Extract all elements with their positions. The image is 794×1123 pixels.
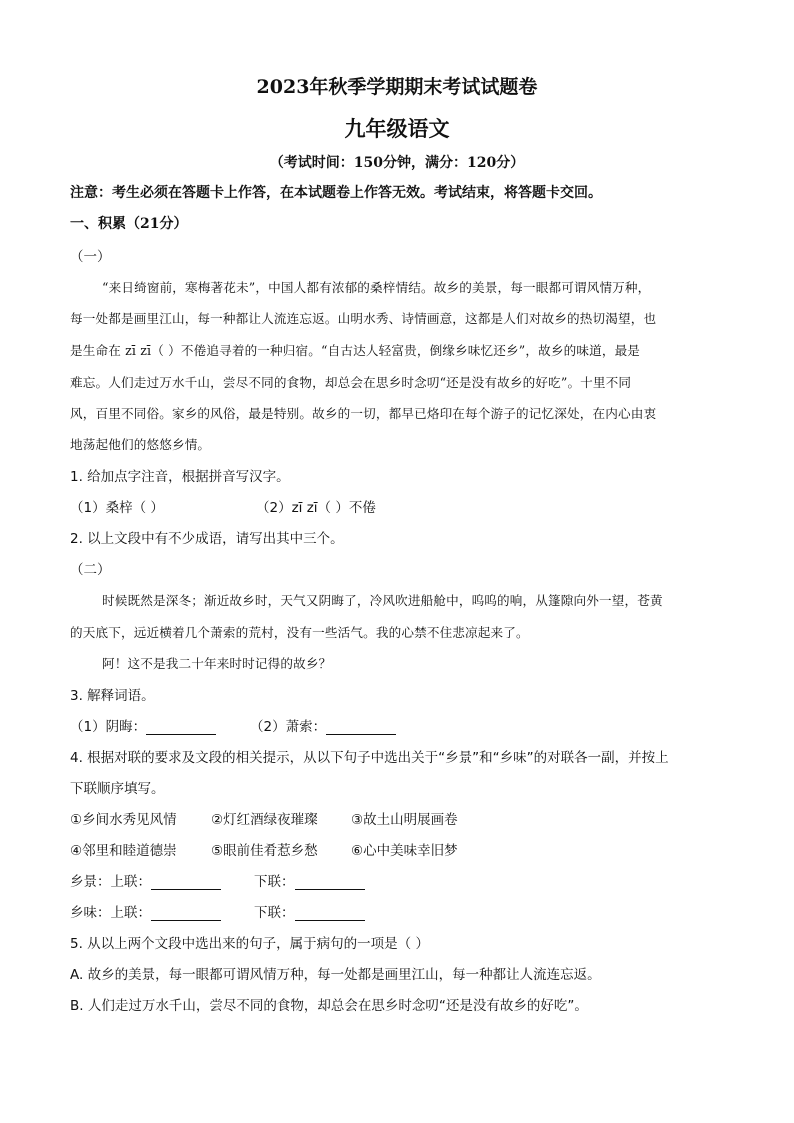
option-6: ⑥心中美味幸旧梦: [351, 843, 458, 859]
question-3a: [70, 715, 216, 735]
xialian-label: 下联：: [254, 874, 295, 890]
passage2-line: 的天底下，远近横着几个萧索的荒村，没有一些活气。我的心禁不住悲凉起来了。: [70, 625, 529, 640]
exam-info: （考试时间：150分钟，满分：120分）: [269, 155, 525, 171]
xiangjing-row: [70, 870, 221, 890]
exam-title: 2023年秋季学期期末考试试题卷: [256, 76, 538, 98]
passage1-line: “来日绮窗前，寒梅著花未”，中国人都有浓郁的桑梓情结。故乡的美景，每一眼都可谓风情万种，: [102, 280, 651, 295]
xiangjing-xialian: [254, 870, 365, 890]
xiangwei-label: 乡味：上联：: [70, 905, 151, 921]
option-3: ③故土山明展画卷: [351, 812, 458, 828]
xiangwei-row: [70, 901, 221, 921]
question-3b: [250, 715, 396, 735]
part-label-2: （二）: [70, 562, 111, 578]
xiangjing-label: 乡景：上联：: [70, 874, 151, 890]
question-3b-label: （2）萧索：: [250, 719, 327, 735]
question-5-stem: 5. 从以上两个文段中选出来的句子，属于病句的一项是（ ）: [70, 936, 429, 952]
xiangwei-xialian: [254, 901, 365, 921]
answer-blank[interactable]: [151, 875, 221, 890]
xialian-label: 下联：: [254, 905, 295, 921]
option-4: ④邻里和睦道德崇: [70, 843, 177, 859]
question-4-stem-cont: 下联顺序填写。: [70, 781, 165, 797]
section-heading: 一、积累（21分）: [70, 216, 188, 232]
passage2-line: 时候既然是深冬；渐近故乡时，天气又阴晦了，冷风吹进船舱中，呜呜的响，从篷隙向外一望，苍黄: [102, 593, 663, 608]
passage1-line: 每一处都是画里江山，每一种都让人流连忘返。山明水秀、诗情画意，这都是人们对故乡的热切渴望，也: [70, 311, 657, 326]
question-1a: （1）桑梓（ ）: [70, 500, 164, 516]
question-5-option-b: B. 人们走过万水千山，尝尽不同的食物，却总会在思乡时念叨“还是没有故乡的好吃”。: [70, 998, 588, 1014]
answer-blank[interactable]: [295, 906, 365, 921]
answer-blank[interactable]: [295, 875, 365, 890]
option-5: ⑤眼前佳肴惹乡愁: [211, 843, 318, 859]
option-2: ②灯红酒绿夜璀璨: [211, 812, 318, 828]
question-3-stem: 3. 解释词语。: [70, 688, 155, 704]
question-5-option-a: A. 故乡的美景，每一眼都可谓风情万种，每一处都是画里江山，每一种都让人流连忘返。: [70, 967, 601, 983]
question-4-stem: 4. 根据对联的要求及文段的相关提示，从以下句子中选出关于“乡景”和“乡味”的对联各一副，并按上: [70, 750, 669, 766]
question-1b: （2）zī zī（ ）不倦: [256, 500, 376, 516]
passage1-line: 风，百里不同俗。家乡的风俗，最是特别。故乡的一切，都早已烙印在每个游子的记忆深处，在内心由衷: [70, 406, 657, 421]
question-1-stem: 1. 给加点字注音，根据拼音写汉字。: [70, 469, 290, 485]
question-2-stem: 2. 以上文段中有不少成语，请写出其中三个。: [70, 531, 344, 547]
exam-subtitle: 九年级语文: [344, 116, 450, 141]
question-3a-label: （1）阴晦：: [70, 719, 147, 735]
passage1-line: 地荡起他们的悠悠乡情。: [70, 437, 211, 452]
passage1-line: 是生命在 zī zī（ ）不倦追寻着的一种归宿。“自古达人轻富贵，倒缘乡味忆还乡”，故乡的味道，最是: [70, 343, 641, 358]
part-label-1: （一）: [70, 249, 111, 265]
passage2-line: 阿！这不是我二十年来时时记得的故乡？: [102, 656, 332, 671]
option-1: ①乡间水秀见风情: [70, 812, 177, 828]
exam-notice: 注意：考生必须在答题卡上作答，在本试题卷上作答无效。考试结束，将答题卡交回。: [70, 185, 602, 201]
passage1-line: 难忘。人们走过万水千山，尝尽不同的食物，却总会在思乡时念叨“还是没有故乡的好吃”。十里不同: [70, 375, 632, 390]
answer-blank[interactable]: [326, 720, 396, 735]
answer-blank[interactable]: [151, 906, 221, 921]
answer-blank[interactable]: [146, 720, 216, 735]
